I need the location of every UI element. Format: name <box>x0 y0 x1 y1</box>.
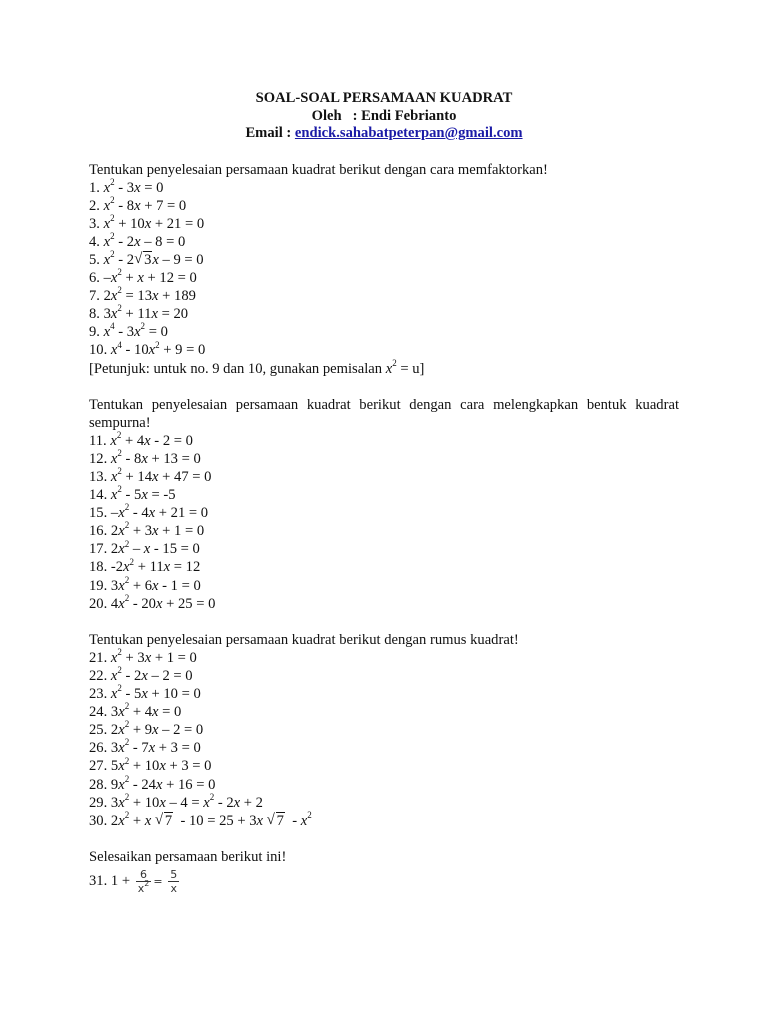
email-link[interactable]: endick.sahabatpeterpan@gmail.com <box>294 125 523 141</box>
problem-item: 2. $x^2 - 8x + 7 = 0$ <box>89 194 187 214</box>
author-line <box>89 108 679 126</box>
problem-item: 28. $9x^2 - 24x + 16 = 0$ <box>89 773 216 793</box>
spacer <box>89 378 679 396</box>
sqrt-symbol: √ 3 <box>134 251 152 269</box>
section-instruction: Tentukan penyelesaian persamaan kuadrat berikut dengan cara melengkapkan bentuk kuadrat sempurna! <box>89 396 679 431</box>
problem-item: 4. $x^2 - 2x - 8 = 0$ <box>89 231 186 250</box>
fraction: $\frac{6}{x^2}$ <box>137 867 150 895</box>
section-completing-square <box>89 396 679 613</box>
problem-item: 10. $x^4 - 10x^2 + 9 = 0$ <box>89 339 206 359</box>
problem-item: 8. $3x^2 + 11x = 20$ <box>89 303 189 323</box>
problem-item: 12. $x^2 - 8x + 13 = 0$ <box>89 448 201 467</box>
problem-item: 16. $2x^2 + 3x + 1 = 0$ <box>89 520 205 540</box>
sqrt-symbol: √ 7 <box>155 812 173 830</box>
email-line <box>89 125 679 143</box>
spacer <box>89 830 679 848</box>
problem-item: 30. $2x^2 + x$ √ 7 - 10 = 25 + 3x √ $7 - x^2$ <box>89 812 679 830</box>
problem-item: 3. $x^2 + 10x + 21 = 0$ <box>89 212 205 232</box>
problem-item: 24. $3x^2 + 4x = 0$ <box>89 701 182 721</box>
document-title: SOAL-SOAL PERSAMAAN KUADRAT <box>255 90 513 106</box>
section-instruction: Tentukan penyelesaian persamaan kuadrat berikut dengan rumus kuadrat! <box>89 631 519 648</box>
problem-item: 20. $4x^2 - 20x + 25 = 0$ <box>89 592 216 612</box>
problem-item: 19. $3x^2 + 6x - 1 = 0$ <box>89 574 201 594</box>
problem-item: 13. $x^2 + 14x + 47 = 0$ <box>89 466 212 485</box>
problem-item: 27. $5x^2 + 10x + 3 = 0$ <box>89 755 212 775</box>
spacer <box>89 143 679 161</box>
problem-item: 25. $2x^2 + 9x - 2 = 0$ <box>89 719 204 739</box>
problem-item: 9. $x^4 - 3x^2 = 0$ <box>89 321 168 341</box>
problem-item: 1. $x^2 - 3x = 0$ <box>89 176 164 196</box>
spacer <box>89 613 679 631</box>
problem-item: 23. $x^2 - 5x + 10 = 0$ <box>89 683 201 703</box>
section-rational-equation <box>89 848 679 895</box>
email-label: Email : <box>245 125 295 141</box>
section-factoring <box>89 161 679 378</box>
author-name: : Endi Febrianto <box>352 107 457 124</box>
section-instruction: Selesaikan persamaan berikut ini! <box>89 848 287 865</box>
problem-item: 31. 1 + $\frac{6}{x^2}$ = $\frac{5}{x}$ <box>89 867 178 895</box>
sqrt-symbol: √ 7 <box>267 812 285 830</box>
problem-item: 17. $2x^2 - x - 15 = 0$ <box>89 538 200 558</box>
problem-item: 18. $-2x^2 + 11x = 12$ <box>89 556 201 576</box>
problem-item: 21. $x^2 + 3x + 1 = 0$ <box>89 646 197 666</box>
problem-item: 5. $x^2 - 2$ √ 3x – 9 = 0 <box>89 251 679 269</box>
document-header <box>89 90 679 143</box>
section-quadratic-formula <box>89 631 679 830</box>
problem-item: 14. $x^2 - 5x = -5$ <box>89 484 176 504</box>
author-label: Oleh <box>311 107 342 124</box>
document-page <box>89 90 679 895</box>
problem-item: 15. $-x^2 - 4x + 21 = 0$ <box>89 502 209 522</box>
problem-item: 22. $x^2 - 2x - 2 = 0$ <box>89 665 193 684</box>
problem-item: 7. $2x^2 = 13x + 189$ <box>89 285 196 305</box>
problem-item: 26. $3x^2 - 7x + 3 = 0$ <box>89 737 201 757</box>
problem-item: 29. $3x^2 + 10x - 4 = x^2 - 2x + 2$ <box>89 791 263 811</box>
section-instruction: Tentukan penyelesaian persamaan kuadrat berikut dengan cara memfaktorkan! <box>89 161 548 178</box>
problem-item: 6. $-x^2 + x + 12 = 0$ <box>89 267 197 287</box>
problem-item: 11. $x^2 + 4x - 2 = 0$ <box>89 429 193 449</box>
fraction: $\frac{5}{x}$ <box>170 867 178 895</box>
hint-text: [Petunjuk: untuk no. 9 dan 10, gunakan pemisalan $x^2 = u$] <box>89 357 425 377</box>
